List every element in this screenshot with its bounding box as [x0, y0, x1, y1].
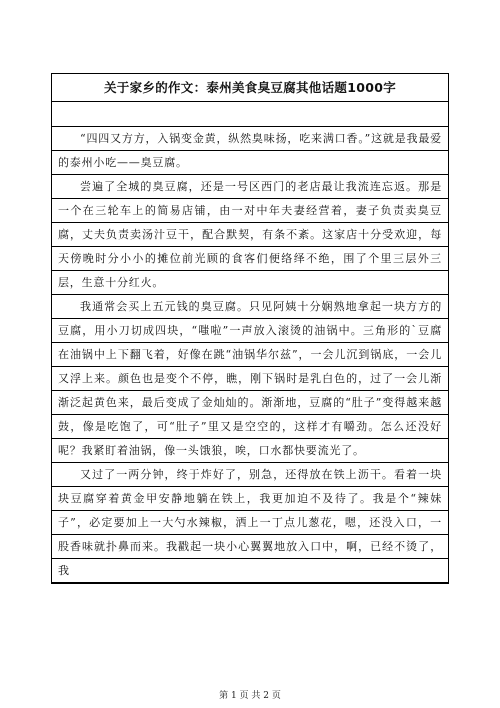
paragraph-4: 又过了一两分钟，终于炸好了，别急，还得放在铁上沥干。看着一块块豆腐穿着黄金甲安静地躺在铁上，我更加迫不及待了。我是个“辣妹子”，必定要加上一大勺水辣椒，洒上一丁点儿葱花，嗯，还没入口，一股香味就扑鼻而来。我戳起一块小心翼翼地放入口中，啊，已经不烫了，我	[58, 468, 442, 577]
document-title: 关于家乡的作文：泰州美食臭豆腐其他话题1000字	[52, 74, 448, 102]
ruled-body	[52, 127, 448, 583]
page-number: 第 1 页 共 2 页	[219, 691, 281, 701]
paragraph-1: “四四又方方，入锅变金黄，纵然臭味扬，吃来满口香。”这就是我最爱的泰州小吃——臭豆腐。	[58, 132, 442, 169]
paragraph-3: 我通常会买上五元钱的臭豆腐。只见阿姨十分娴熟地拿起一块方方的豆腐，用小刀切成四块，“嗤啦”一声放入滚烫的油锅中。三角形的`豆腐在油锅中上下翻飞着，好像在跳“油锅华尔兹”，一会儿沉到锅底，一会儿又浮上来。颜色也是变个不停，瞧，刚下锅时是乳白色的，过了一会儿渐渐泛起黄色来，最后变成了金灿灿的。渐渐地，豆腐的“肚子”变得越来越鼓，像是吃饱了，可“肚子”里又是空空的，这样才有嚼劲。怎么还没好呢？我紧盯着油锅，像一头饿狼，唉，口水都快要流光了。	[58, 300, 442, 457]
blank-line	[52, 102, 448, 127]
paragraph-2: 尝遍了全城的臭豆腐，还是一号区西门的老店最让我流连忘返。那是一个在三轮车上的简易店铺，由一对中年夫妻经营着，妻子负责卖臭豆腐，丈夫负责卖汤汁豆干，配合默契，有条不紊。这家店十分受欢迎，每天傍晚时分小小的摊位前光顾的食客们便络绎不绝，围了个里三层外三层，生意十分红火。	[58, 180, 442, 289]
document-sheet	[51, 73, 449, 584]
